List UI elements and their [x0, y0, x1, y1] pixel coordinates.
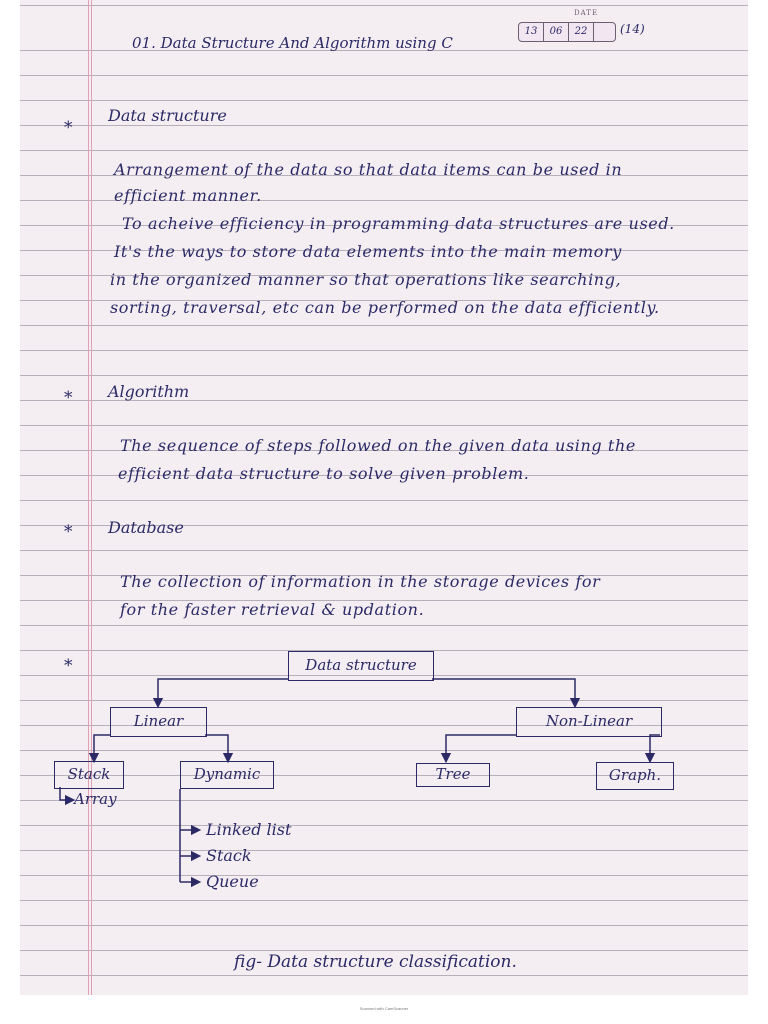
node-graph — [596, 762, 674, 790]
node-dynamic — [180, 761, 274, 789]
node-label: Tree — [435, 765, 471, 783]
text-line: It's the ways to store data elements into the main memory — [114, 242, 622, 261]
text-line: efficient data structure to solve given problem. — [118, 464, 530, 483]
text-line: The sequence of steps followed on the given data using the — [120, 436, 636, 455]
node-label: Linear — [133, 712, 184, 730]
diagram-connectors — [20, 0, 748, 995]
section-marker: * — [64, 118, 73, 138]
scanner-watermark: Scanned with CamScanner — [359, 1006, 409, 1011]
text-line: efficient manner. — [114, 186, 262, 205]
text-line: in the organized manner so that operations like searching, — [110, 270, 622, 289]
section-marker: * — [64, 522, 73, 542]
section-heading-database: Database — [108, 518, 184, 537]
diagram-marker: * — [64, 656, 73, 676]
node-label: Stack — [67, 765, 111, 783]
page-mark: (14) — [620, 22, 645, 36]
notebook-page — [20, 0, 748, 995]
node-tree — [416, 763, 490, 787]
node-stack — [54, 761, 124, 789]
node-label: Dynamic — [193, 765, 261, 783]
date-label: DATE — [574, 9, 599, 17]
node-label: Data structure — [305, 656, 417, 674]
date-year: 22 — [569, 23, 594, 41]
dynamic-child-stack: Stack — [206, 846, 252, 865]
page-title: 01. Data Structure And Algorithm using C — [132, 34, 453, 52]
section-heading-algorithm: Algorithm — [108, 382, 190, 401]
section-heading-data-structure: Data structure — [108, 106, 227, 125]
node-label: Non-Linear — [545, 712, 633, 730]
text-line: sorting, traversal, etc can be performed on the data efficiently. — [110, 298, 660, 317]
figure-caption: fig- Data structure classification. — [234, 952, 517, 972]
node-linear — [110, 707, 207, 737]
date-month: 06 — [544, 23, 569, 41]
text-line: The collection of information in the storage devices for — [120, 572, 601, 591]
dynamic-child-linked-list: Linked list — [206, 820, 292, 839]
node-array: Array — [74, 790, 117, 808]
node-label: Graph. — [608, 766, 662, 784]
node-data-structure — [288, 651, 434, 681]
node-non-linear — [516, 707, 662, 737]
section-marker: * — [64, 388, 73, 408]
text-line: To acheive efficiency in programming data structures are used. — [122, 214, 675, 233]
date-day: 13 — [519, 23, 544, 41]
dynamic-child-queue: Queue — [206, 872, 259, 891]
text-line: for the faster retrieval & updation. — [120, 600, 425, 619]
text-line: Arrangement of the data so that data items can be used in — [114, 160, 623, 179]
